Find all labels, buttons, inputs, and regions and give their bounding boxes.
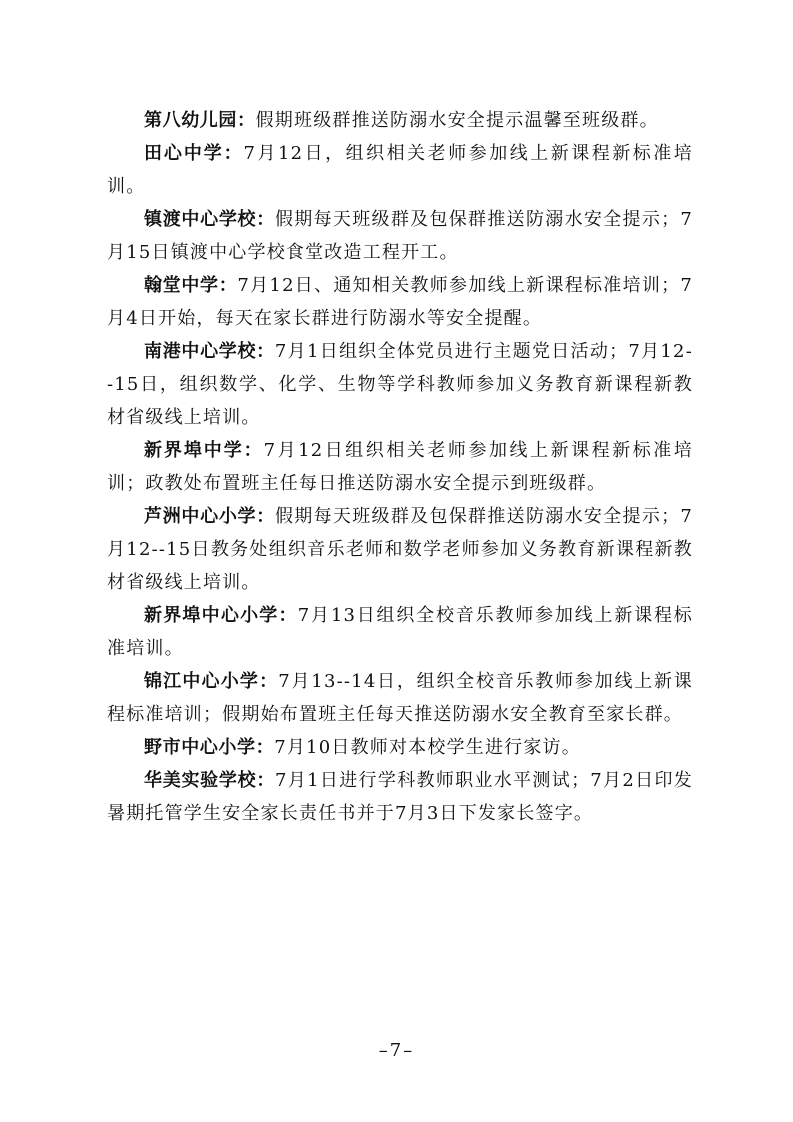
school-name: 芦洲中心小学： [144, 506, 275, 527]
paragraph-text: 7月1日进行学科教师职业水平测试；7月2日印发暑期托管学生安全家长责任书并于7月3日下发家长签字。 [107, 770, 693, 824]
school-name: 镇渡中心学校： [144, 209, 275, 230]
school-name: 野市中心小学： [144, 737, 275, 758]
paragraph-text: 假期每天班级群及包保群推送防溺水安全提示；7月15日镇渡中心学校食堂改造工程开工。 [107, 209, 693, 263]
paragraph [107, 269, 693, 335]
paragraph [107, 203, 693, 269]
paragraph [107, 104, 693, 137]
school-name: 翰堂中学： [144, 275, 238, 296]
document-body [107, 104, 693, 830]
paragraph-text: 7月10日教师对本校学生进行家访。 [274, 737, 581, 758]
paragraph [107, 731, 693, 764]
paragraph-text: 7月12日，组织相关老师参加线上新课程新标准培训。 [107, 143, 693, 197]
paragraph-text: 7月12日组织相关老师参加线上新课程新标准培训；政教处布置班主任每日推送防溺水安全提示到班级群。 [107, 440, 693, 494]
paragraph-text: 7月13日组织全校音乐教师参加线上新课程标准培训。 [107, 605, 693, 659]
school-name: 锦江中心小学： [144, 671, 279, 692]
paragraph-text: 假期每天班级群及包保群推送防溺水安全提示；7月12--15日教务处组织音乐老师和数学老师参加义务教育新课程新教材省级线上培训。 [107, 506, 693, 593]
paragraph [107, 434, 693, 500]
school-name: 南港中心学校： [144, 341, 275, 362]
paragraph [107, 764, 693, 830]
paragraph [107, 665, 693, 731]
school-name: 第八幼儿园： [144, 110, 256, 131]
school-name: 华美实验学校： [144, 770, 276, 791]
paragraph [107, 500, 693, 599]
paragraph [107, 335, 693, 434]
paragraph [107, 137, 693, 203]
paragraph-text: 7月13--14日，组织全校音乐教师参加线上新课程标准培训；假期始布置班主任每天推送防溺水安全教育至家长群。 [107, 671, 693, 725]
school-name: 新界埠中心小学： [144, 605, 298, 626]
school-name: 新界埠中学： [144, 440, 264, 461]
paragraph-text: 假期班级群推送防溺水安全提示温馨至班级群。 [255, 110, 659, 131]
paragraph [107, 599, 693, 665]
paragraph-text: 7月12日、通知相关教师参加线上新课程标准培训；7月4日开始，每天在家长群进行防溺水等安全提醒。 [107, 275, 693, 329]
school-name: 田心中学： [144, 143, 244, 164]
paragraph-text: 7月1日组织全体党员进行主题党日活动；7月12--15日，组织数学、化学、生物等学科教师参加义务教育新课程新教材省级线上培训。 [107, 341, 693, 428]
page-number: –7– [378, 1040, 415, 1061]
